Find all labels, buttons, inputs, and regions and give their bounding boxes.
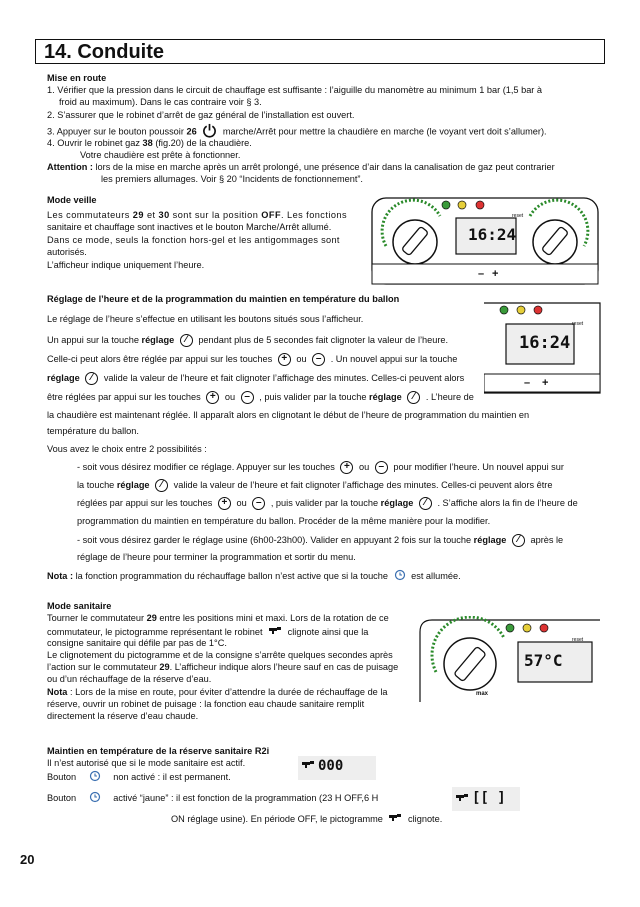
veille-l4: autorisés. xyxy=(47,247,87,257)
clock-icon xyxy=(394,569,406,584)
plus-icon: + xyxy=(278,353,291,366)
section-title: 14. Conduite xyxy=(44,41,165,63)
reglage-wrench-icon: ⁄ xyxy=(407,391,420,404)
panel3-reset-label: reset xyxy=(572,637,584,643)
lcd-time-veille: 16:24 xyxy=(468,225,517,244)
mise-item1-a: 1. Vérifier que la pression dans le circuit de chauffage est suffisante : l’aiguille du manomètre au minimum 1 bar (1,5 bar à xyxy=(47,85,543,95)
maintien-b2-l2: ON réglage usine). En période OFF, le pictogramme clignote. xyxy=(171,812,442,827)
option1-l4: programmation du maintien en température du ballon. Procéder de la même manière pour la modifier. xyxy=(77,516,491,526)
option2-l2: réglage de l’heure pour terminer la programmation et sortir du menu. xyxy=(77,552,356,562)
control-panel-reglage xyxy=(484,300,602,395)
clock-icon xyxy=(89,791,101,806)
heading-mode-sanitaire: Mode sanitaire xyxy=(47,601,112,611)
minus-icon: – xyxy=(252,497,265,510)
mise-item2: 2. S’assurer que le robinet d’arrêt de gaz général de l’installation est ouvert. xyxy=(47,110,355,120)
minus-icon: – xyxy=(375,461,388,474)
heading-mode-veille: Mode veille xyxy=(47,195,97,205)
mise-item4: 4. Ouvrir le robinet gaz 38 (fig.20) de la chaudière. xyxy=(47,138,252,148)
panel2-minus-button[interactable]: – xyxy=(524,377,531,389)
control-panel-veille xyxy=(370,196,600,286)
mise-ready: Votre chaudière est prête à fonctionner. xyxy=(80,150,241,160)
mise-item3: 3. Appuyer sur le bouton poussoir 26 marche/Arrêt pour mettre la chaudière en marche (le voyant vert doit s’allumer). xyxy=(47,123,547,141)
reglage-l5: être réglées par appui sur les touches + ou – , puis valider par la touche réglage ⁄ . L’heure de xyxy=(47,391,474,403)
sanitaire-note-l1: Nota : Lors de la mise en route, pour éviter d’attendre la durée de réchauffage de la xyxy=(47,687,388,697)
heading-maintien: Maintien en température de la réserve sanitaire R2i xyxy=(47,746,270,756)
veille-l1: Les commutateurs 29 et 30 sont sur la position OFF. Les fonctions xyxy=(47,210,348,220)
clock-icon xyxy=(89,770,101,785)
tap-icon xyxy=(388,812,402,827)
lcd-time-reglage: 16:24 xyxy=(519,333,571,353)
lcd-maintien-1: 000 xyxy=(298,756,376,780)
sanitaire-l2: commutateur, le pictogramme représentant le robinet clignote ainsi que la xyxy=(47,625,368,640)
reglage-l2: Un appui sur la touche réglage ⁄ pendant plus de 5 secondes fait clignoter la valeur de l’heure. xyxy=(47,334,449,346)
sanitaire-l5: l’action sur le commutateur 29. L’afficheur indique alors l’heure sauf en cas de puisage xyxy=(47,662,399,672)
reglage-wrench-icon: ⁄ xyxy=(512,534,525,547)
reglage-l4: réglage ⁄ valide la valeur de l’heure et fait clignoter l’affichage des minutes. Celles-ci peuvent alors xyxy=(47,372,465,384)
control-panel-sanitaire xyxy=(418,616,602,704)
option2-l1: - soit vous désirez garder le réglage usine (6h00-23h00). Valider en appuyant 2 fois sur la touche réglage ⁄ après le xyxy=(77,534,564,546)
sanitaire-l1: Tourner le commutateur 29 entre les positions mini et maxi. Lors de la rotation de ce xyxy=(47,613,389,623)
panel1-plus-button[interactable]: + xyxy=(492,268,499,280)
reglage-wrench-icon: ⁄ xyxy=(85,372,98,385)
maintien-b2: Bouton activé “jaune” : il est fonction de la programmation (23 H OFF,6 H xyxy=(47,791,378,806)
lcd-maintien-2: [[ ] xyxy=(452,787,520,811)
tap-icon xyxy=(268,625,282,640)
minus-icon: – xyxy=(241,391,254,404)
panel2-reset-label: reset xyxy=(572,321,584,327)
veille-l5: L’afficheur indique uniquement l’heure. xyxy=(47,260,205,270)
sanitaire-note-l2: réserve, ouvrir un robinet de puisage : la fonction eau chaude sanitaire remplit xyxy=(47,699,365,709)
mise-attention: Attention : lors de la mise en marche après un arrêt prolongé, une présence d’air dans la canalisation de gaz peut contrarier xyxy=(47,162,555,172)
minus-icon: – xyxy=(312,353,325,366)
option1-l1: - soit vous désirez modifier ce réglage. Appuyer sur les touches + ou – pour modifier l’heure. Un nouvel appui sur xyxy=(77,461,564,473)
maintien-b1: Bouton non activé : il est permanent. xyxy=(47,770,231,785)
reglage-l6: la chaudière est maintenant réglée. Il apparaît alors en clignotant le début de l’heure de programmation du maintien en xyxy=(47,410,530,420)
tap-icon xyxy=(455,792,469,807)
tap-icon xyxy=(301,759,315,774)
reglage-note: Nota : la fonction programmation du réchauffage ballon n’est active que si la touche est allumée. xyxy=(47,569,461,584)
mise-item1-b: froid au maximum). Dans le cas contraire voir § 3. xyxy=(59,97,262,107)
reglage-l8: Vous avez le choix entre 2 possibilités : xyxy=(47,444,207,454)
plus-icon: + xyxy=(340,461,353,474)
section-title-box xyxy=(35,39,605,64)
maintien-l1: Il n’est autorisé que si le mode sanitaire est actif. xyxy=(47,758,246,768)
heading-mise-en-route: Mise en route xyxy=(47,73,107,83)
plus-icon: + xyxy=(218,497,231,510)
page-number: 20 xyxy=(20,852,35,867)
sanitaire-l4: Le clignotement du pictogramme et de la consigne s’arrête quelques secondes après xyxy=(47,650,393,660)
reglage-wrench-icon: ⁄ xyxy=(419,497,432,510)
option1-l2: la touche réglage ⁄ valide la valeur de l’heure et fait clignoter l’affichage des minutes. Celles-ci peuvent alors être xyxy=(77,479,553,491)
reglage-l1: Le réglage de l’heure s’effectue en utilisant les boutons situés sous l’afficheur. xyxy=(47,314,364,324)
lcd-temp-sanitaire: 57°C xyxy=(524,651,563,670)
sanitaire-l3: consigne sanitaire qui défile par pas de 1°C. xyxy=(47,638,227,648)
option1-l3: réglées par appui sur les touches + ou – , puis valider par la touche réglage ⁄ . S’affiche alors la fin de l’heure de xyxy=(77,497,578,509)
heading-reglage: Réglage de l’heure et de la programmation du maintien en température du ballon xyxy=(47,294,400,304)
reglage-wrench-icon: ⁄ xyxy=(180,334,193,347)
plus-icon: + xyxy=(206,391,219,404)
sanitaire-l6: ou d’un réchauffage de la réserve d’eau. xyxy=(47,674,212,684)
sanitaire-note-l3: directement la réserve d’eau chaude. xyxy=(47,711,199,721)
reglage-l7: température du ballon. xyxy=(47,426,139,436)
reglage-l3: Celle-ci peut alors être réglée par appui sur les touches + ou – . Un nouvel appui sur la touche xyxy=(47,353,458,365)
panel3-max-label: max xyxy=(476,691,489,697)
mise-attention-b: les premiers allumages. Voir § 20 “Incidents de fonctionnement”. xyxy=(101,174,363,184)
panel1-reset-label: reset xyxy=(512,213,524,219)
veille-l2: sanitaire et chauffage sont inactives et le bouton Marche/Arrêt allumé. xyxy=(47,222,332,232)
veille-l3: Dans ce mode, seuls la fonction hors-gel et les antigommages sont xyxy=(47,235,340,245)
panel2-plus-button[interactable]: + xyxy=(542,377,549,389)
panel1-minus-button[interactable]: – xyxy=(478,268,485,280)
reglage-wrench-icon: ⁄ xyxy=(155,479,168,492)
